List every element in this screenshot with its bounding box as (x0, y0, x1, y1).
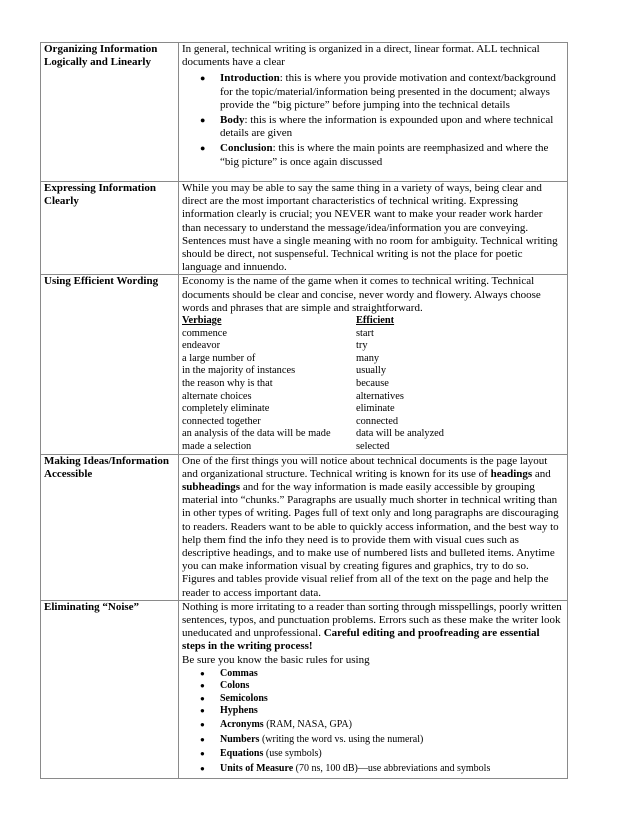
paragraph: Economy is the name of the game when it comes to technical writing. Technical documents should be clear and concise, never wordy and flowery. Always choose words and phrases that are simple and straightforward. (182, 275, 541, 314)
list-item: ● Hyphens (220, 705, 564, 717)
list-item: ● Introduction: this is where you provide motivation and context/background for the topic/material/information being presented in the document; always provide the “big picture” before jumping into the technical details (220, 72, 564, 112)
paragraph: One of the first things you will notice about technical documents is the page layout and organizational structure. Technical writing is known for its use of headings and subheadings and for the way information is made easily accessible by grouping material into “chunks.” Paragraphs are usually much shorter in technical writing than in other types of writing. Pages full of text only and long paragraphs are discouraging to readers. Readers want to be able to quickly access information, and the best way to help them find the info they need is to provide them with visual cues such as descriptive headings, and to make use of numbered lists and bulleted items. Anytime you can make information visual by creating figures and graphics, try to do so. Figures and tables provide visual relief from all of the text on the page and help the reader to access important data. (182, 454, 559, 599)
paragraph: Be sure you know the basic rules for using (182, 653, 370, 666)
wording-pair: completely eliminate eliminate (182, 403, 395, 415)
row-content (179, 600, 568, 778)
list-item: ● Units of Measure (70 ns, 100 dB)—use abbreviations and symbols (220, 763, 564, 775)
writing-guidelines-table (40, 42, 568, 779)
wording-pair: made a selection selected (182, 440, 390, 452)
row-label: Using Efficient Wording (41, 275, 179, 454)
list-item: ● Conclusion: this is where the main points are reemphasized and where the “big picture” is once again discussed (220, 142, 564, 168)
verbiage-header: Verbiage (182, 315, 222, 327)
list-item: ● Body: this is where the information is expounded upon and where technical details are given (220, 114, 564, 140)
row-content (179, 454, 568, 600)
list-item: ● Numbers (writing the word vs. using the numeral) (220, 734, 564, 746)
paragraph: In general, technical writing is organized in a direct, linear format. ALL technical documents have a clear (182, 43, 540, 69)
row-content (179, 43, 568, 182)
table-row (41, 454, 568, 600)
wording-pair: commence start (182, 327, 374, 339)
table-row (41, 275, 568, 454)
table-row (41, 600, 568, 778)
table-row (41, 182, 568, 275)
wording-table (182, 315, 564, 454)
table-row (41, 43, 568, 182)
efficient-header: Efficient (356, 315, 395, 327)
list-item: ● Equations (use symbols) (220, 748, 564, 760)
wording-pair: the reason why is that because (182, 378, 389, 389)
list-item: ● Acronyms (RAM, NASA, GPA) (220, 719, 564, 731)
paragraph: While you may be able to say the same thing in a variety of ways, being clear and direct are the most important characteristics of technical writing. Expressing information clearly is crucial; you NEVER want to make your reader work harder than necessary to understand the message/idea/information you are conveying. Sentences must have a single meaning with no room for ambiguity. Technical writing should be direct, not suspenseful. Technical writing is not the place for poetic language and innuendo. (182, 182, 558, 274)
list-item: ● Semicolons (220, 693, 564, 705)
row-content (179, 275, 568, 454)
row-label: Organizing Information Logically and Linearly (41, 43, 179, 182)
bullet-list (182, 668, 564, 775)
wording-pair: endeavor try (182, 340, 368, 352)
wording-pair: in the majority of instances usually (182, 365, 387, 377)
list-item: ● Colons (220, 680, 564, 692)
wording-pair: an analysis of the data will be made data will be analyzed (182, 428, 444, 440)
wording-pair: a large number of many (182, 352, 380, 364)
wording-pair: alternate choices alternatives (182, 390, 404, 402)
paragraph: Nothing is more irritating to a reader than sorting through misspellings, poorly written sentences, typos, and punctuation problems. Errors such as these make the writer look uneducated and unprofessional. Careful editing and proofreading are essential steps in the writing process! (182, 600, 562, 653)
row-content (179, 182, 568, 275)
row-label: Eliminating “Noise” (41, 600, 179, 778)
row-label: Making Ideas/Information Accessible (41, 454, 179, 600)
bullet-list (182, 72, 564, 168)
list-item: ● Commas (220, 668, 564, 680)
wording-pair: connected together connected (182, 415, 399, 427)
row-label: Expressing Information Clearly (41, 182, 179, 275)
